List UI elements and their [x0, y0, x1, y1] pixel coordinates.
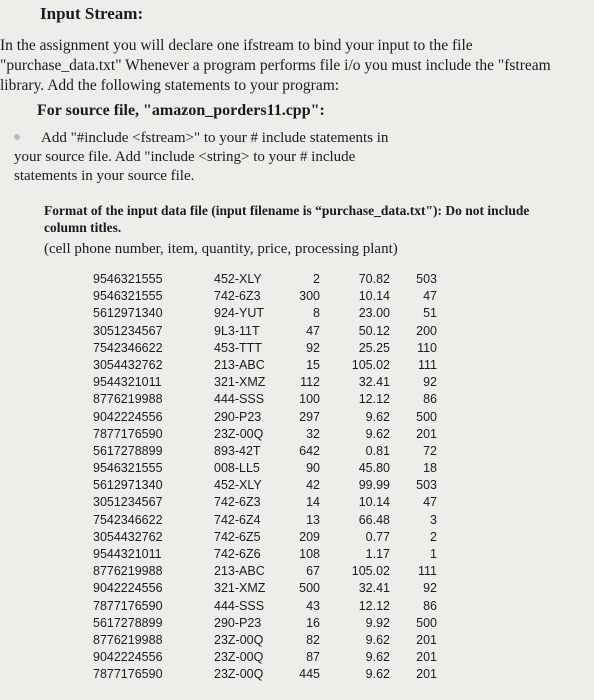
plant-cell: 47 — [423, 289, 437, 304]
plant-cell: 503 — [416, 478, 437, 493]
table-row — [0, 529, 594, 546]
plant-cell: 18 — [423, 461, 437, 476]
phone-cell: 5612971340 — [93, 478, 163, 493]
quantity-cell: 15 — [306, 357, 320, 372]
quantity-cell: 642 — [299, 443, 320, 458]
quantity-cell: 87 — [306, 650, 320, 665]
item-cell: 444-SSS — [214, 392, 265, 407]
item-cell: 23Z-00Q — [214, 650, 264, 665]
price-cell: 0.81 — [365, 443, 390, 458]
plant-cell: 111 — [417, 564, 437, 579]
plant-cell: 111 — [417, 357, 437, 372]
item-cell: 23Z-00Q — [214, 667, 264, 682]
item-cell: 893-42T — [214, 443, 261, 458]
item-cell: 742-6Z3 — [214, 289, 261, 304]
quantity-cell: 47 — [306, 323, 320, 338]
table-row — [0, 374, 594, 391]
price-cell: 70.82 — [358, 272, 390, 286]
instruction-line: your source file. Add "include <string> to your # include — [14, 149, 356, 165]
price-cell: 12.12 — [358, 392, 390, 407]
phone-cell: 3051234567 — [93, 495, 163, 510]
phone-cell: 8776219988 — [93, 564, 163, 579]
item-cell: 742-6Z6 — [214, 547, 261, 561]
item-cell: 23Z-00Q — [214, 632, 264, 647]
quantity-cell: 32 — [306, 426, 320, 441]
table-row — [0, 598, 594, 615]
quantity-cell: 100 — [299, 392, 320, 407]
table-row — [0, 580, 594, 597]
phone-cell: 7542346622 — [93, 512, 163, 527]
item-cell: 213-ABC — [214, 564, 265, 579]
table-row — [0, 649, 594, 666]
plant-cell: 92 — [423, 375, 437, 390]
quantity-cell: 108 — [299, 547, 320, 561]
price-cell: 99.99 — [358, 478, 390, 493]
quantity-cell: 297 — [299, 409, 320, 424]
plant-cell: 1 — [430, 547, 437, 561]
table-row — [0, 340, 594, 357]
intro-line: library. Add the following statements to your program: — [0, 77, 340, 94]
table-row — [0, 409, 594, 426]
plant-cell: 201 — [416, 426, 437, 441]
instruction-line: statements in your source file. — [14, 168, 195, 184]
quantity-cell: 112 — [300, 375, 320, 390]
phone-cell: 7542346622 — [93, 340, 163, 355]
table-row — [0, 666, 594, 683]
price-cell: 45.80 — [358, 461, 390, 476]
phone-cell: 9042224556 — [93, 409, 163, 424]
item-cell: 924-YUT — [214, 306, 265, 321]
quantity-cell: 67 — [306, 564, 320, 579]
intro-line: "purchase_data.txt" Whenever a program performs file i/o you must include the "fstream — [0, 57, 551, 74]
table-row — [0, 323, 594, 340]
price-cell: 0.77 — [365, 529, 390, 544]
item-cell: 453-TTT — [214, 340, 262, 355]
quantity-cell: 209 — [299, 529, 320, 544]
phone-cell: 7877176590 — [93, 667, 163, 682]
intro-line: In the assignment you will declare one ifstream to bind your input to the file — [0, 37, 473, 54]
plant-cell: 201 — [416, 632, 437, 647]
phone-cell: 3051234567 — [93, 323, 163, 338]
quantity-cell: 500 — [299, 581, 320, 596]
item-cell: 290-P23 — [214, 615, 262, 630]
phone-cell: 9544321011 — [93, 547, 162, 561]
table-row — [0, 615, 594, 632]
table-row — [0, 288, 594, 305]
phone-cell: 7877176590 — [93, 598, 163, 613]
item-cell: 452-XLY — [214, 272, 262, 286]
table-row — [0, 512, 594, 529]
plant-cell: 500 — [416, 615, 437, 630]
quantity-cell: 16 — [306, 615, 320, 630]
phone-cell: 7877176590 — [93, 426, 163, 441]
table-row — [0, 357, 594, 374]
phone-cell: 9042224556 — [93, 581, 163, 596]
phone-cell: 3054432762 — [93, 357, 163, 372]
item-cell: 742-6Z5 — [214, 529, 261, 544]
plant-cell: 86 — [423, 392, 437, 407]
format-line: Format of the input data file (input filename is “purchase_data.txt"): Do not include — [44, 203, 530, 218]
item-cell: 321-XMZ — [214, 581, 266, 596]
price-cell: 32.41 — [358, 375, 390, 390]
item-cell: 742-6Z3 — [214, 495, 261, 510]
quantity-cell: 8 — [313, 306, 320, 321]
quantity-cell: 92 — [306, 340, 320, 355]
item-cell: 452-XLY — [214, 478, 262, 493]
plant-cell: 86 — [423, 598, 437, 613]
price-cell: 12.12 — [358, 598, 390, 613]
quantity-cell: 42 — [306, 478, 320, 493]
item-cell: 444-SSS — [214, 598, 265, 613]
price-cell: 9.62 — [365, 650, 390, 665]
price-cell: 25.25 — [358, 340, 390, 355]
quantity-cell: 14 — [306, 495, 320, 510]
price-cell: 9.62 — [365, 632, 390, 647]
table-row — [0, 391, 594, 408]
item-cell: 321-XMZ — [214, 375, 266, 390]
price-cell: 10.14 — [358, 495, 390, 510]
price-cell: 9.62 — [365, 667, 390, 682]
phone-cell: 9042224556 — [93, 650, 163, 665]
phone-cell: 9546321555 — [93, 461, 163, 476]
table-row — [0, 546, 594, 563]
phone-cell: 9546321555 — [93, 289, 163, 304]
table-row — [0, 426, 594, 443]
phone-cell: 5617278899 — [93, 615, 163, 630]
plant-cell: 72 — [423, 443, 437, 458]
price-cell: 9.92 — [365, 615, 390, 630]
price-cell: 32.41 — [358, 581, 390, 596]
phone-cell: 5612971340 — [93, 306, 163, 321]
intro-paragraph — [0, 36, 594, 96]
item-cell: 213-ABC — [214, 357, 265, 372]
price-cell: 105.02 — [351, 564, 390, 579]
table-row — [0, 563, 594, 580]
quantity-cell: 300 — [299, 289, 320, 304]
item-cell: 742-6Z4 — [214, 512, 261, 527]
phone-cell: 9544321011 — [93, 375, 162, 390]
format-line: column titles. — [44, 220, 122, 235]
plant-cell: 2 — [430, 529, 437, 544]
plant-cell: 47 — [423, 495, 437, 510]
price-cell: 105.02 — [351, 357, 390, 372]
price-cell: 10.14 — [358, 289, 390, 304]
quantity-cell: 90 — [306, 461, 320, 476]
plant-cell: 110 — [417, 340, 437, 355]
item-cell: 290-P23 — [214, 409, 262, 424]
price-cell: 66.48 — [358, 512, 390, 527]
source-file-label: For source file, "amazon_porders11.cpp": — [37, 102, 325, 119]
instruction-line: Add "#include <fstream>" to your # include statements in — [41, 130, 389, 146]
plant-cell: 201 — [416, 650, 437, 665]
plant-cell: 51 — [423, 306, 437, 321]
item-cell: 23Z-00Q — [214, 426, 264, 441]
phone-cell: 3054432762 — [93, 529, 163, 544]
plant-cell: 92 — [423, 581, 437, 596]
price-cell: 50.12 — [358, 323, 390, 338]
table-row — [0, 460, 594, 477]
plant-cell: 201 — [416, 667, 437, 682]
phone-cell: 5617278899 — [93, 443, 163, 458]
table-row — [0, 443, 594, 460]
plant-cell: 200 — [416, 323, 437, 338]
price-cell: 9.62 — [365, 409, 390, 424]
plant-cell: 3 — [430, 512, 437, 527]
plant-cell: 500 — [416, 409, 437, 424]
price-cell: 23.00 — [358, 306, 390, 321]
quantity-cell: 445 — [299, 667, 320, 682]
quantity-cell: 43 — [306, 598, 320, 613]
table-row — [0, 271, 594, 288]
plant-cell: 503 — [416, 272, 437, 286]
phone-cell: 8776219988 — [93, 632, 163, 647]
columns-note: (cell phone number, item, quantity, price, processing plant) — [44, 241, 398, 257]
quantity-cell: 82 — [306, 632, 320, 647]
item-cell: 008-LL5 — [214, 461, 260, 476]
include-instructions — [14, 129, 574, 186]
data-table — [0, 271, 594, 684]
price-cell: 1.17 — [365, 547, 390, 561]
quantity-cell: 2 — [313, 272, 320, 286]
table-row — [0, 477, 594, 494]
table-row — [0, 305, 594, 322]
quantity-cell: 13 — [306, 512, 320, 527]
format-description — [44, 202, 584, 236]
table-row — [0, 494, 594, 511]
phone-cell: 9546321555 — [93, 272, 163, 286]
price-cell: 9.62 — [365, 426, 390, 441]
phone-cell: 8776219988 — [93, 392, 163, 407]
section-heading: Input Stream: — [40, 4, 144, 23]
table-row — [0, 632, 594, 649]
item-cell: 9L3-11T — [214, 323, 260, 338]
